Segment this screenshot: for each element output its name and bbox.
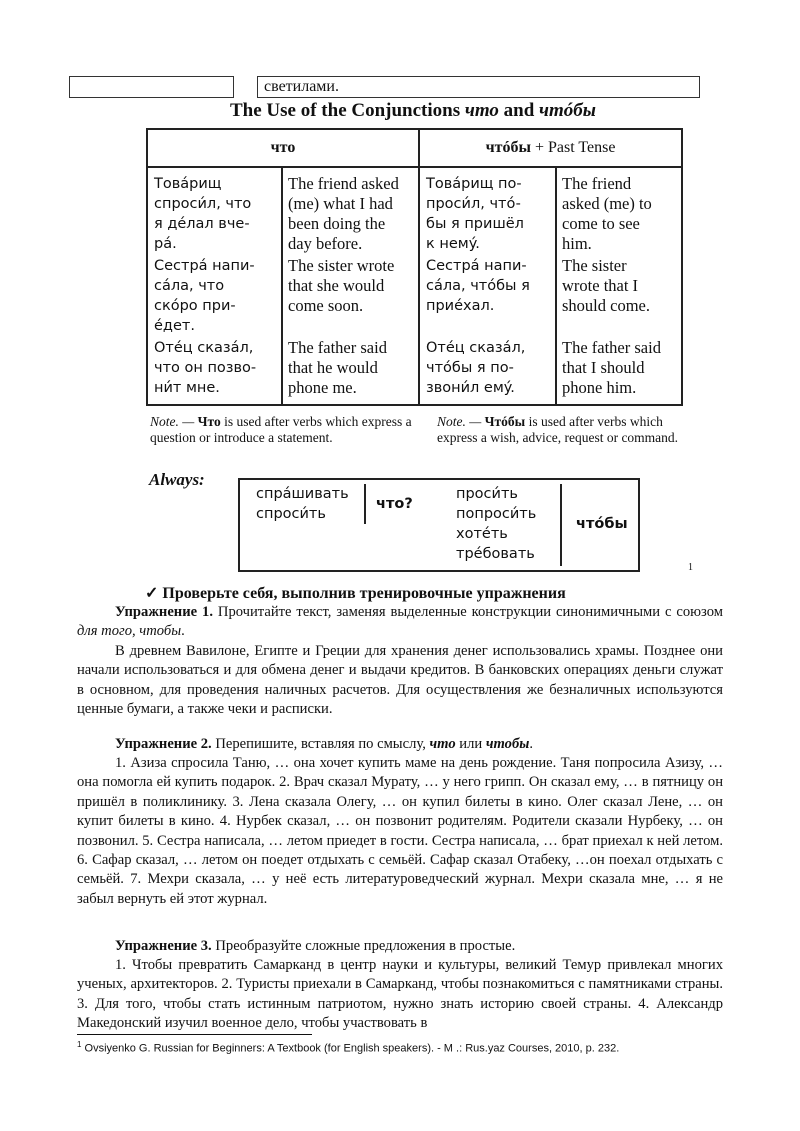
exercise-3-text: 1. Чтобы превратить Самарканд в центр науки и культуры, великий Темур привлекал многих ученых, архитекторов. 2. Туристы приехали в Самарканд, чтобы познакомиться с памятниками страны. 3. Для того, чтобы стать истинным патриотом, нужно знать историю своей страны. 4. Александр Македонский изучил военное дело, чтобы участвовать в: [77, 957, 723, 1032]
verb-group-chtoby: проси́ть попроси́ть хотéть трéбовать: [456, 486, 537, 562]
table-cell-line: come soon.: [288, 296, 364, 315]
table-cell-line: that she would: [288, 276, 385, 295]
table-cell-line: чтóбы я по-: [426, 360, 514, 376]
table-cell-line: that he would: [288, 358, 378, 377]
table-cell-line: The father said: [288, 338, 387, 357]
margin-marker: 1: [688, 562, 693, 573]
table-column-russian-chtoby: [426, 174, 554, 400]
table-cell-line: that I should: [562, 358, 645, 377]
table-cell-line: phone me.: [288, 378, 357, 397]
table-cell: [154, 338, 280, 398]
table-cell-line: phone him.: [562, 378, 637, 397]
table-cell-line: к немý.: [426, 236, 480, 252]
table-cell-line: (me) what I had: [288, 194, 393, 213]
table-cell-line: should come.: [562, 296, 650, 315]
conj-chtoby: чтóбы: [576, 516, 628, 532]
table-cell-line: Сестрá напи-: [426, 258, 527, 274]
note-chtoby: Note. — Чтóбы is used after verbs which express a wish, advice, request or command.: [437, 414, 679, 445]
table-cell-line: звони́л емý.: [426, 380, 515, 396]
table-cell: [154, 174, 280, 254]
table-cell-line: что он позво-: [154, 360, 257, 376]
page-title: The Use of the Conjunctions что and чтóбы: [230, 100, 596, 121]
table-cell-line: Сестрá напи-: [154, 258, 255, 274]
table-cell-line: The friend asked: [288, 174, 399, 193]
exercise-2-text: 1. Азиза спросила Таню, … она хочет купить маме на день рождение. Таня попросила Азизу, … она помогла ей купить подарок. 2. Врач сказал Мурату, … у него грипп. Он сказал ему, … в пятницу он пришёл в поликлинику. 3. Лена сказала Олегу, … он купил билеты в кино. Олег сказал Лене, … он купит билеты в кино. 4. Нурбек сказал, … он позвонит родителям. Родители сказали Нурбеку, … он позвонил. 5. Сестра написала, … летом приедет в гости. Сестра написала, … брат приехал к ней летом. 6. Сафар сказал, … летом он поедет отдыхать с семьёй. Сафар сказал Отабеку, …он поехал отдыхать с семьёй. 7. Мехри сказала, … у неё есть литературоведческий журнал. Мехри сказала мне, … я не забыл вернуть ей этот журнал.: [77, 755, 723, 907]
table-cell-line: спроси́л, что: [154, 196, 252, 212]
table-cell-line: The father said: [562, 338, 661, 357]
header-text-box: [257, 76, 700, 98]
table-cell: [426, 256, 554, 336]
table-cell: [562, 256, 680, 336]
exercise-1-text: В древнем Вавилоне, Египте и Греции для хранения денег использовались храмы. Позднее они начали использоваться и для обмена денег и выдачи кредитов. В банковских операциях деньги служат в основном, для проведения наличных расчетов. Для осуществления же безналичных используются ценные бумаги, а также чеки и расписки.: [77, 643, 723, 718]
table-cell-line: wrote that I: [562, 276, 639, 295]
table-divider: [281, 168, 283, 404]
footnote-divider: [77, 1034, 312, 1035]
table-cell-line: ни́т мне.: [154, 380, 220, 396]
table-cell-line: day before.: [288, 234, 363, 253]
table-column-english-chtoby: [562, 174, 680, 400]
table-column-english-chto: [288, 174, 416, 400]
table-cell-line: asked (me) to: [562, 194, 652, 213]
header-text: светилами.: [264, 78, 339, 95]
table-cell-line: приéхал.: [426, 298, 495, 314]
table-cell: [288, 174, 416, 254]
always-box: [238, 478, 640, 572]
table-cell-line: The sister: [562, 256, 627, 275]
exercise-1-instruction: Упражнение 1. Прочитайте текст, заменяя выделенные конструкции синонимичными с союзом для того, чтобы.: [77, 604, 723, 640]
table-cell-line: éдет.: [154, 318, 195, 334]
footnote: $^1$ Ovsiyenko G. Russian for Beginners: A Textbook (for English speakers). - M .: Rus.yaz Courses, 2010, p. 232.: [77, 1040, 620, 1055]
table-cell-line: сáла, чтóбы я: [426, 278, 530, 294]
table-cell-line: been doing the: [288, 214, 386, 233]
exercise-3-instruction: Упражнение 3. Преобразуйте сложные предложения в простые.: [115, 938, 516, 954]
table-cell: [154, 256, 280, 336]
always-label: Always:: [149, 470, 205, 489]
table-divider: [555, 168, 557, 404]
table-cell-line: him.: [562, 234, 592, 253]
table-cell-line: я дéлал вче-: [154, 216, 250, 232]
box-divider: [364, 484, 366, 524]
table-cell-line: The friend: [562, 174, 632, 193]
table-cell-line: проси́л, чтó-: [426, 196, 521, 212]
table-cell: [288, 338, 416, 398]
conj-chto: что?: [376, 496, 413, 512]
table-cell-line: скóро при-: [154, 298, 236, 314]
table-cell: [288, 256, 416, 336]
verb-group-chto: спрáшивать спроси́ть: [256, 486, 349, 522]
table-cell-line: Отéц сказáл,: [154, 340, 254, 356]
table-cell-line: Товáрищ: [154, 176, 222, 192]
table-cell-line: The sister wrote: [288, 256, 395, 275]
table-divider: [418, 168, 420, 404]
header-empty-box: [69, 76, 234, 98]
table-cell: [562, 174, 680, 254]
table-cell-line: come to see: [562, 214, 640, 233]
box-divider: [560, 484, 562, 566]
table-cell-line: сáла, что: [154, 278, 225, 294]
table-header-chtoby: чтóбы + Past Tense: [420, 130, 681, 168]
table-header-chto: что: [148, 130, 420, 168]
table-cell: [426, 174, 554, 254]
table-column-russian-chto: [154, 174, 280, 400]
conjunction-table: [146, 128, 683, 406]
exercise-2-instruction: Упражнение 2. Перепишите, вставляя по смыслу, что или чтобы.: [115, 736, 534, 752]
table-cell: [426, 338, 554, 398]
table-cell-line: Товáрищ по-: [426, 176, 522, 192]
table-cell-line: бы я пришёл: [426, 216, 524, 232]
table-cell: [562, 338, 680, 398]
table-cell-line: рá.: [154, 236, 177, 252]
table-cell-line: Отéц сказáл,: [426, 340, 526, 356]
section-heading: ✓ Проверьте себя, выполнив тренировочные упражнения: [145, 585, 566, 602]
note-chto: Note. — Что is used after verbs which express a question or introduce a statement.: [150, 414, 412, 445]
